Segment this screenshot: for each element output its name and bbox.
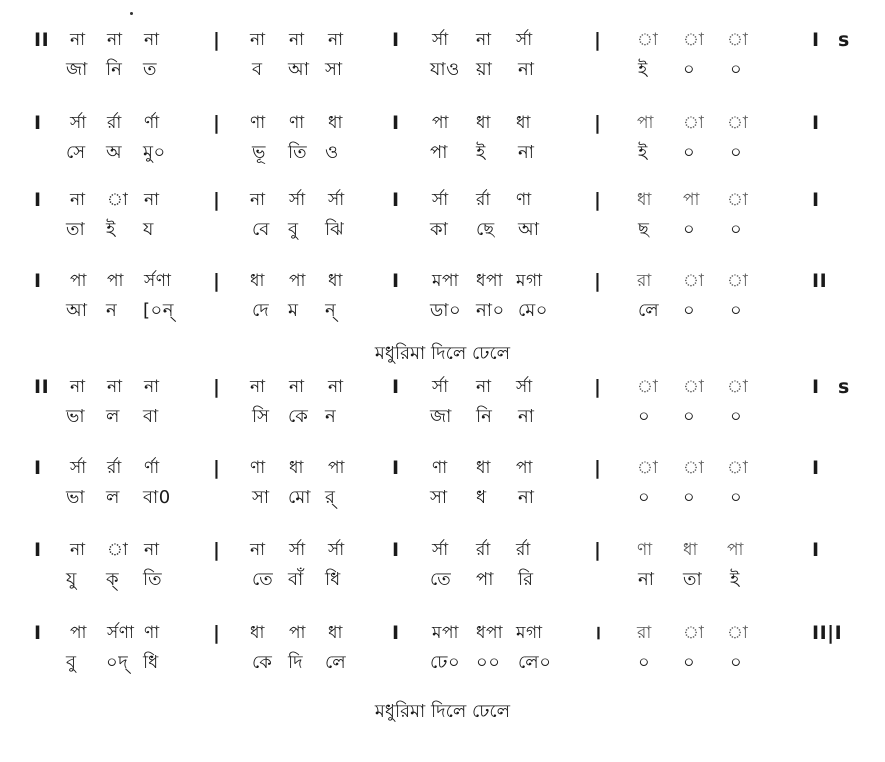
swara-note: না bbox=[144, 30, 160, 50]
swara-note: া bbox=[727, 377, 749, 397]
swara-note: া bbox=[683, 623, 705, 643]
swara-note: I bbox=[392, 622, 400, 644]
swara-note: I bbox=[34, 457, 42, 479]
swara-note: া bbox=[683, 113, 705, 133]
lyric-syllable: আ bbox=[66, 300, 88, 321]
swara-note: II bbox=[812, 270, 828, 292]
swara-note: মপা bbox=[432, 623, 459, 643]
lyric-syllable: কে bbox=[252, 652, 273, 673]
swara-note: া bbox=[637, 377, 659, 397]
swara-note: না bbox=[250, 30, 266, 50]
lyric-syllable: ০ bbox=[683, 219, 696, 240]
swara-row bbox=[0, 535, 885, 565]
swara-note: না bbox=[144, 377, 160, 397]
notation-line-5 bbox=[0, 372, 885, 452]
swara-row bbox=[0, 266, 885, 296]
lyric-syllable: বে bbox=[252, 219, 270, 240]
notation-line-4 bbox=[0, 266, 885, 346]
swara-note: I bbox=[392, 457, 400, 479]
lyric-syllable: ডা০ bbox=[430, 300, 462, 321]
lyric-syllable: ই bbox=[106, 219, 116, 240]
swara-note: া bbox=[637, 30, 659, 50]
lyric-syllable: ই bbox=[638, 59, 648, 80]
swara-note: পা bbox=[289, 623, 306, 643]
swara-note: ণা bbox=[637, 540, 653, 560]
swara-note: | bbox=[213, 189, 221, 211]
swara-note: ণা bbox=[250, 458, 266, 478]
notation-line-1 bbox=[0, 25, 885, 105]
swara-row bbox=[0, 372, 885, 402]
swara-note: া bbox=[727, 271, 749, 291]
swara-note: I bbox=[392, 270, 400, 292]
refrain-text: মধুরিমা দিলে ঢেলে bbox=[374, 701, 511, 722]
swara-note: া bbox=[727, 113, 749, 133]
swara-note: া bbox=[683, 271, 705, 291]
swara-note: র্সা bbox=[70, 458, 87, 478]
swara-note: না bbox=[70, 190, 86, 210]
lyric-syllable: ত bbox=[143, 59, 158, 80]
ink-dot bbox=[130, 12, 133, 15]
swara-note: না bbox=[250, 377, 266, 397]
swara-note: রা bbox=[637, 623, 652, 643]
swara-note: া bbox=[683, 458, 705, 478]
lyric-syllable: লে০ bbox=[518, 652, 552, 673]
lyric-syllable: ০ bbox=[683, 300, 696, 321]
lyric-syllable: না bbox=[518, 487, 535, 508]
swara-note: পা bbox=[727, 540, 744, 560]
lyric-syllable: ০ bbox=[730, 59, 743, 80]
lyric-syllable: ০ bbox=[683, 406, 696, 427]
lyric-syllable: ০ bbox=[683, 142, 696, 163]
lyric-syllable: লে bbox=[638, 300, 660, 321]
lyric-syllable: না০ bbox=[476, 300, 505, 321]
lyric-syllable: অ bbox=[106, 142, 123, 163]
swara-note: না bbox=[107, 30, 123, 50]
swara-note: র্সা bbox=[289, 540, 306, 560]
swara-note: I bbox=[812, 189, 820, 211]
swara-note: | bbox=[594, 457, 602, 479]
lyric-syllable: ই bbox=[638, 142, 648, 163]
lyric-syllable: ন্ bbox=[325, 300, 337, 321]
swara-note: না bbox=[144, 540, 160, 560]
swara-note: পা bbox=[637, 113, 654, 133]
lyric-row bbox=[0, 648, 885, 678]
lyric-syllable: ভা bbox=[66, 406, 86, 427]
swara-note: | bbox=[213, 622, 221, 644]
swara-note: পা bbox=[328, 458, 345, 478]
swara-note: র্ণা bbox=[144, 458, 160, 478]
lyric-syllable: তে bbox=[252, 569, 274, 590]
swara-note: ধা bbox=[250, 623, 265, 643]
swara-note: | bbox=[594, 189, 602, 211]
lyric-row bbox=[0, 483, 885, 513]
swara-row bbox=[0, 453, 885, 483]
swara-note: I bbox=[812, 539, 820, 561]
lyric-syllable: ঢে০ bbox=[430, 652, 461, 673]
lyric-syllable: আ bbox=[518, 219, 540, 240]
swara-note: ধা bbox=[516, 113, 531, 133]
swara-note: পা bbox=[70, 271, 87, 291]
swara-note: I bbox=[34, 539, 42, 561]
lyric-syllable: ধি bbox=[325, 569, 341, 590]
lyric-syllable: ০ bbox=[683, 487, 696, 508]
swara-note: র্সা bbox=[432, 540, 449, 560]
swara-note: | bbox=[213, 270, 221, 292]
lyric-syllable: পা bbox=[476, 569, 494, 590]
swara-row bbox=[0, 185, 885, 215]
swara-note: না bbox=[250, 540, 266, 560]
lyric-syllable: নি bbox=[106, 59, 123, 80]
lyric-syllable: জা bbox=[430, 406, 452, 427]
swara-note: I bbox=[34, 270, 42, 292]
swara-row bbox=[0, 618, 885, 648]
lyric-syllable: ০০ bbox=[476, 652, 501, 673]
lyric-syllable: ০দ্ bbox=[106, 652, 129, 673]
swara-note: s bbox=[838, 29, 850, 51]
lyric-syllable: ছ bbox=[638, 219, 650, 240]
lyric-syllable: তে bbox=[430, 569, 452, 590]
swara-row bbox=[0, 25, 885, 55]
swara-note: না bbox=[70, 377, 86, 397]
notation-line-2 bbox=[0, 108, 885, 188]
lyric-syllable: তি bbox=[143, 569, 163, 590]
swara-note: না bbox=[70, 540, 86, 560]
swara-row bbox=[0, 108, 885, 138]
swara-note: া bbox=[107, 540, 129, 560]
lyric-syllable: রি bbox=[518, 569, 534, 590]
swara-note: ধা bbox=[328, 113, 343, 133]
swara-note: র্সা bbox=[70, 113, 87, 133]
swara-note: II bbox=[34, 376, 50, 398]
swara-note: | bbox=[213, 376, 221, 398]
swara-note: | bbox=[594, 539, 602, 561]
swara-note: | bbox=[213, 112, 221, 134]
lyric-syllable: মু০ bbox=[143, 142, 166, 163]
swara-note: ধা bbox=[683, 540, 698, 560]
lyric-syllable: ও bbox=[325, 142, 339, 163]
lyric-syllable: যাও bbox=[430, 59, 460, 80]
swara-note: s bbox=[838, 376, 850, 398]
swara-note: া bbox=[683, 30, 705, 50]
swara-note: ধা bbox=[328, 623, 343, 643]
lyric-syllable: পা bbox=[430, 142, 448, 163]
lyric-row bbox=[0, 402, 885, 432]
swara-note: I bbox=[392, 112, 400, 134]
lyric-syllable: ম bbox=[288, 300, 299, 321]
lyric-syllable: ই bbox=[730, 569, 740, 590]
lyric-syllable: ০ bbox=[730, 219, 743, 240]
swara-note: II|I bbox=[812, 622, 843, 644]
swara-note: না bbox=[250, 190, 266, 210]
lyric-syllable: মে০ bbox=[518, 300, 549, 321]
swara-note: র্রা bbox=[516, 540, 531, 560]
swara-note: না bbox=[144, 190, 160, 210]
lyric-syllable: য bbox=[143, 219, 154, 240]
lyric-syllable: ০ bbox=[683, 652, 696, 673]
lyric-syllable: তা bbox=[683, 569, 703, 590]
swara-note: ধপা bbox=[476, 271, 503, 291]
lyric-syllable: ০ bbox=[730, 652, 743, 673]
lyric-syllable: [০ন্ bbox=[143, 300, 174, 321]
swara-note: I bbox=[392, 376, 400, 398]
swara-note: ধা bbox=[476, 458, 491, 478]
lyric-syllable: না bbox=[518, 142, 535, 163]
notation-line-3 bbox=[0, 185, 885, 265]
swara-note: র্রা bbox=[107, 113, 122, 133]
swara-note: র্সা bbox=[432, 377, 449, 397]
lyric-syllable: ০ bbox=[730, 406, 743, 427]
swara-note: I bbox=[812, 29, 820, 51]
swara-note: I bbox=[392, 29, 400, 51]
swara-note: পা bbox=[70, 623, 87, 643]
notation-line-6 bbox=[0, 453, 885, 533]
swara-note: পা bbox=[516, 458, 533, 478]
swara-note: ধা bbox=[476, 113, 491, 133]
swara-note: র্সা bbox=[289, 190, 306, 210]
swara-note: I bbox=[34, 622, 42, 644]
lyric-syllable: না bbox=[518, 406, 535, 427]
lyric-syllable: বু bbox=[288, 219, 299, 240]
lyric-syllable: ০ bbox=[683, 59, 696, 80]
swara-note: ণা bbox=[289, 113, 305, 133]
swara-note: পা bbox=[107, 271, 124, 291]
lyric-syllable: আ bbox=[288, 59, 310, 80]
swara-note: না bbox=[328, 377, 344, 397]
lyric-syllable: সা bbox=[430, 487, 448, 508]
swara-note: I bbox=[34, 112, 42, 134]
lyric-syllable: সা bbox=[252, 487, 270, 508]
lyric-syllable: বু bbox=[66, 652, 77, 673]
lyric-syllable: সে bbox=[66, 142, 86, 163]
lyric-syllable: কা bbox=[430, 219, 449, 240]
swara-note: I bbox=[392, 189, 400, 211]
lyric-syllable: দে bbox=[252, 300, 270, 321]
lyric-syllable: দি bbox=[288, 652, 304, 673]
swara-note: ণা bbox=[432, 458, 448, 478]
lyric-syllable: ধ bbox=[476, 487, 487, 508]
lyric-syllable: জা bbox=[66, 59, 88, 80]
lyric-row bbox=[0, 565, 885, 595]
lyric-syllable: ন bbox=[106, 300, 118, 321]
swara-note: | bbox=[594, 376, 602, 398]
swara-note: না bbox=[289, 30, 305, 50]
swara-note: র্ণা bbox=[144, 113, 160, 133]
swara-note: া bbox=[637, 458, 659, 478]
lyric-syllable: না bbox=[518, 59, 535, 80]
lyric-syllable: ল bbox=[106, 487, 120, 508]
lyric-syllable: ঝি bbox=[325, 219, 345, 240]
lyric-row bbox=[0, 215, 885, 245]
lyric-syllable: ধি bbox=[143, 652, 159, 673]
swara-note: া bbox=[727, 458, 749, 478]
swara-note: I bbox=[812, 376, 820, 398]
lyric-syllable: তা bbox=[66, 219, 86, 240]
lyric-syllable: লে bbox=[325, 652, 347, 673]
swara-note: না bbox=[70, 30, 86, 50]
lyric-syllable: ব bbox=[252, 59, 263, 80]
swara-note: ধা bbox=[637, 190, 652, 210]
swara-note: র্সা bbox=[328, 190, 345, 210]
lyric-row bbox=[0, 296, 885, 326]
notation-line-7 bbox=[0, 535, 885, 615]
lyric-syllable: য়া bbox=[476, 59, 493, 80]
swara-note: া bbox=[727, 623, 749, 643]
lyric-syllable: র্ bbox=[325, 487, 336, 508]
swara-note: মগা bbox=[516, 623, 543, 643]
swara-note: না bbox=[328, 30, 344, 50]
swara-note: া bbox=[683, 377, 705, 397]
refrain-text: মধুরিমা দিলে ঢেলে bbox=[374, 343, 511, 364]
swara-note: I bbox=[812, 112, 820, 134]
swara-note: র্সা bbox=[328, 540, 345, 560]
lyric-syllable: ছে bbox=[476, 219, 495, 240]
swara-note: া bbox=[107, 190, 129, 210]
swara-note: না bbox=[476, 30, 492, 50]
swara-note: পা bbox=[289, 271, 306, 291]
lyric-syllable: নি bbox=[476, 406, 493, 427]
lyric-row bbox=[0, 55, 885, 85]
swara-note: ণা bbox=[144, 623, 160, 643]
swara-note: রা bbox=[637, 271, 652, 291]
swara-note: না bbox=[107, 377, 123, 397]
swara-note: | bbox=[594, 112, 602, 134]
swara-note: II bbox=[34, 29, 50, 51]
swara-note: | bbox=[213, 539, 221, 561]
swara-note: া bbox=[727, 190, 749, 210]
lyric-syllable: ০ bbox=[730, 487, 743, 508]
swara-note: র্সা bbox=[432, 190, 449, 210]
lyric-syllable: ন bbox=[325, 406, 337, 427]
lyric-syllable: ল bbox=[106, 406, 120, 427]
swara-note: র্রা bbox=[476, 540, 491, 560]
swara-note: | bbox=[594, 270, 602, 292]
swara-note: মগা bbox=[516, 271, 543, 291]
lyric-syllable: বা bbox=[143, 406, 159, 427]
lyric-syllable: না bbox=[638, 569, 655, 590]
swara-note: র্সণা bbox=[107, 623, 135, 643]
lyric-syllable: যু bbox=[66, 569, 77, 590]
lyric-row bbox=[0, 138, 885, 168]
lyric-syllable: ০ bbox=[638, 487, 651, 508]
swara-note: | bbox=[213, 457, 221, 479]
swara-note: া bbox=[727, 30, 749, 50]
swara-note: I bbox=[34, 189, 42, 211]
lyric-syllable: সা bbox=[325, 59, 343, 80]
lyric-syllable: ই bbox=[476, 142, 486, 163]
swara-note: না bbox=[289, 377, 305, 397]
lyric-syllable: সি bbox=[252, 406, 270, 427]
lyric-syllable: ভা bbox=[66, 487, 86, 508]
swara-note: | bbox=[213, 29, 221, 51]
swara-note: র্রা bbox=[107, 458, 122, 478]
swara-note: I bbox=[392, 539, 400, 561]
swara-note: পা bbox=[432, 113, 449, 133]
swara-note: র্সণা bbox=[144, 271, 172, 291]
swara-note: | bbox=[594, 29, 602, 51]
swara-note: পা bbox=[683, 190, 700, 210]
swara-note: মপা bbox=[432, 271, 459, 291]
swara-note: ধা bbox=[289, 458, 304, 478]
swara-note: ণা bbox=[250, 113, 266, 133]
lyric-syllable: কে bbox=[288, 406, 309, 427]
lyric-syllable: ক্ bbox=[106, 569, 120, 590]
lyric-syllable: ০ bbox=[730, 300, 743, 321]
lyric-syllable: ভূ bbox=[252, 142, 266, 163]
swara-note: ণা bbox=[516, 190, 532, 210]
swara-note: । bbox=[594, 622, 602, 644]
swara-note: ধা bbox=[328, 271, 343, 291]
swara-note: ধপা bbox=[476, 623, 503, 643]
lyric-syllable: তি bbox=[288, 142, 308, 163]
swara-note: র্সা bbox=[432, 30, 449, 50]
swara-note: র্সা bbox=[516, 30, 533, 50]
lyric-syllable: ০ bbox=[730, 142, 743, 163]
swara-note: না bbox=[476, 377, 492, 397]
swara-note: র্রা bbox=[476, 190, 491, 210]
lyric-syllable: বাঁ bbox=[288, 569, 304, 590]
lyric-syllable: ০ bbox=[638, 652, 651, 673]
swara-note: র্সা bbox=[516, 377, 533, 397]
lyric-syllable: মো bbox=[288, 487, 312, 508]
lyric-syllable: ০ bbox=[638, 406, 651, 427]
notation-line-8 bbox=[0, 618, 885, 698]
swara-note: ধা bbox=[250, 271, 265, 291]
swara-note: I bbox=[812, 457, 820, 479]
lyric-syllable: বা0 bbox=[143, 487, 171, 508]
